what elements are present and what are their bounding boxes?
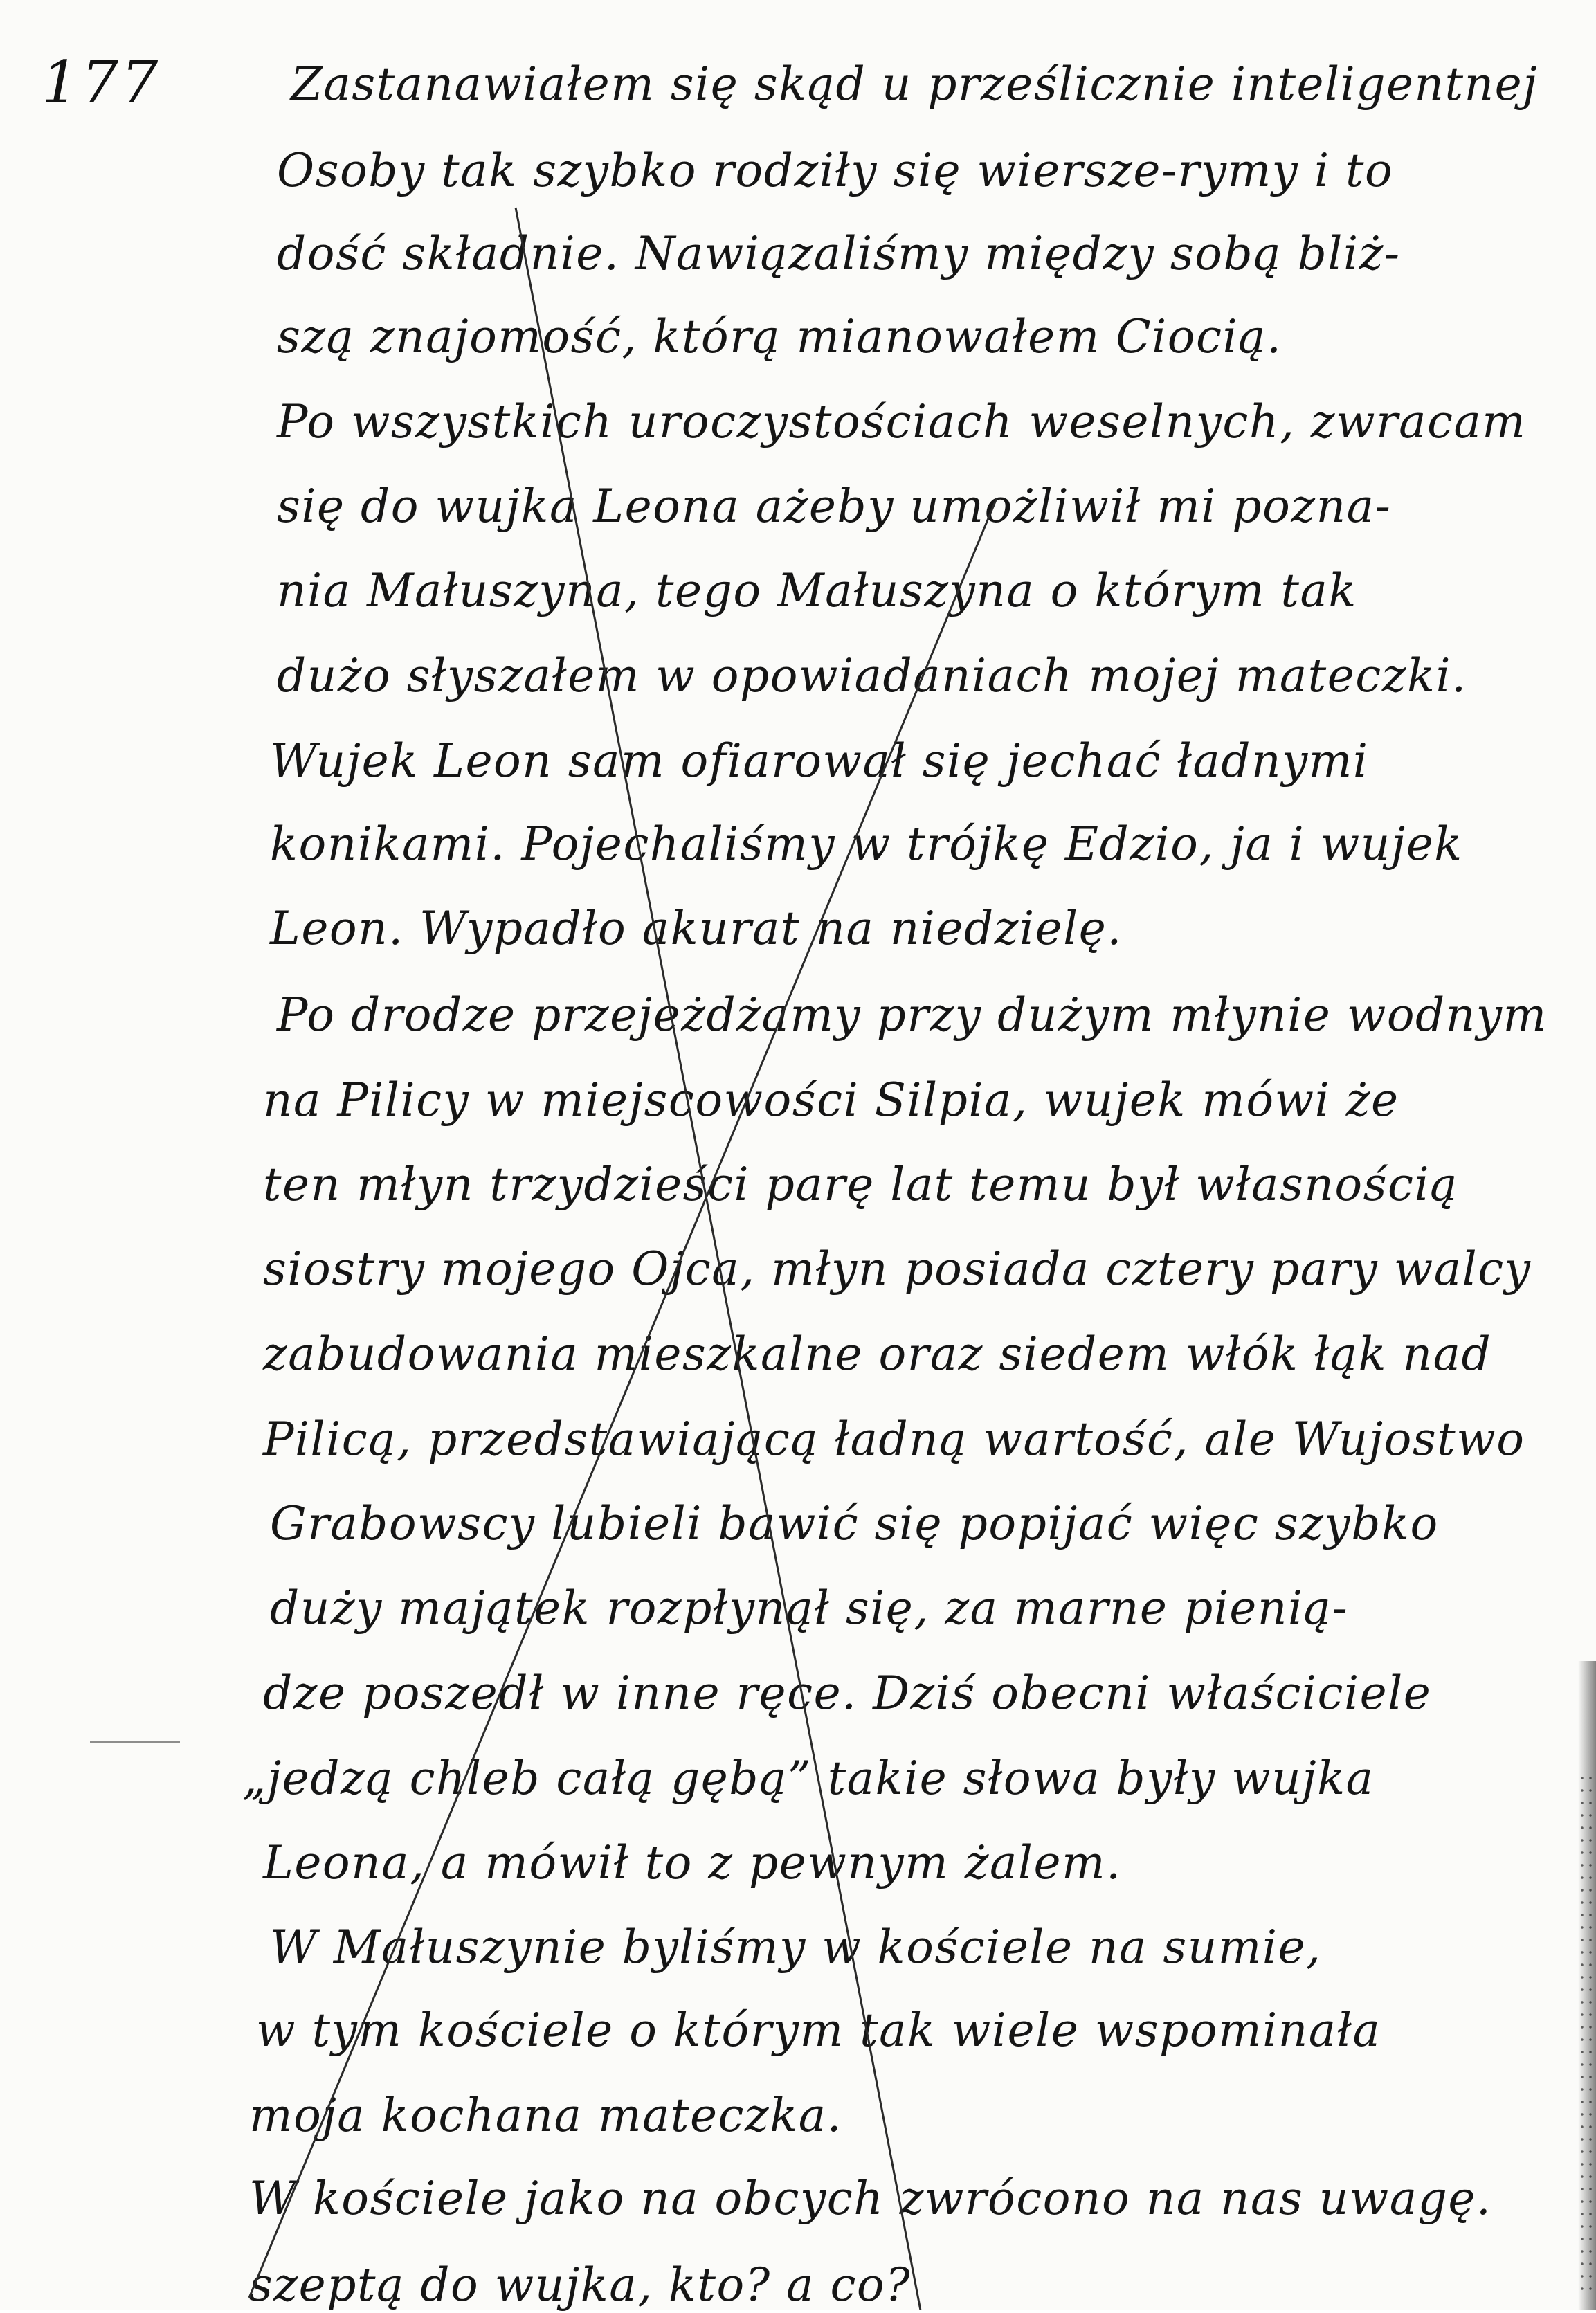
text-line: Po wszystkich uroczystościach weselnych, zwracam [277, 395, 1527, 448]
text-line: Grabowscy lubieli bawić się popijać więc szybko [270, 1497, 1439, 1550]
text-line: szą znajomość, którą mianowałem Ciocią. [277, 310, 1282, 363]
text-line: zabudowania mieszkalne oraz siedem włók łąk nad [263, 1327, 1492, 1381]
page-number: 177 [42, 48, 161, 116]
cross-out-stroke-right [516, 208, 921, 2310]
text-line: szeptą do wujka, kto? a co? [249, 2258, 912, 2312]
text-line: Pilicą, przedstawiającą ładną wartość, ale Wujostwo [263, 1413, 1525, 1466]
text-line: ten młyn trzydzieści parę lat temu był własnością [263, 1158, 1458, 1211]
scan-edge-noise [1578, 1772, 1592, 2298]
text-line: Wujek Leon sam ofiarował się jechać ładnymi [270, 734, 1369, 788]
text-line: się do wujka Leona ażeby umożliwił mi pozna- [277, 480, 1392, 533]
text-line: Po drodze przejeżdżamy przy dużym młynie wodnym [277, 988, 1548, 1042]
text-line: Leon. Wypadło akurat na niedzielę. [270, 902, 1123, 955]
text-line: dze poszedł w inne ręce. Dziś obecni właściciele [263, 1667, 1432, 1720]
text-line: konikami. Pojechaliśmy w trójkę Edzio, ja i wujek [270, 817, 1463, 871]
margin-dash [90, 1741, 180, 1743]
text-line: na Pilicy w miejscowości Silpia, wujek mówi że [263, 1073, 1399, 1127]
text-line: „jedzą chleb całą gębą” takie słowa były wujka [242, 1752, 1375, 1805]
text-line: moja kochana mateczka. [249, 2089, 843, 2142]
text-line: w tym kościele o którym tak wiele wspominała [256, 2004, 1381, 2057]
text-line: Leona, a mówił to z pewnym żalem. [263, 1836, 1122, 1889]
text-line: dość składnie. Nawiązaliśmy między sobą bliż- [277, 227, 1401, 280]
text-line: W Małuszynie byliśmy w kościele na sumie, [270, 1921, 1322, 1974]
text-line: duży majątek rozpłynął się, za marne pienią- [270, 1581, 1349, 1635]
text-line: Osoby tak szybko rodziły się wiersze-rymy i to [277, 144, 1394, 197]
text-line: nia Małuszyna, tego Małuszyna o którym tak [277, 564, 1357, 617]
text-line: dużo słyszałem w opowiadaniach mojej mateczki. [277, 649, 1467, 702]
text-line: Zastanawiałem się skąd u prześlicznie inteligentnej [291, 57, 1539, 111]
text-line: W kościele jako na obcych zwrócono na nas uwagę. [249, 2172, 1492, 2225]
text-line: siostry mojego Ojca, młyn posiada cztery pary walcy [263, 1242, 1532, 1296]
